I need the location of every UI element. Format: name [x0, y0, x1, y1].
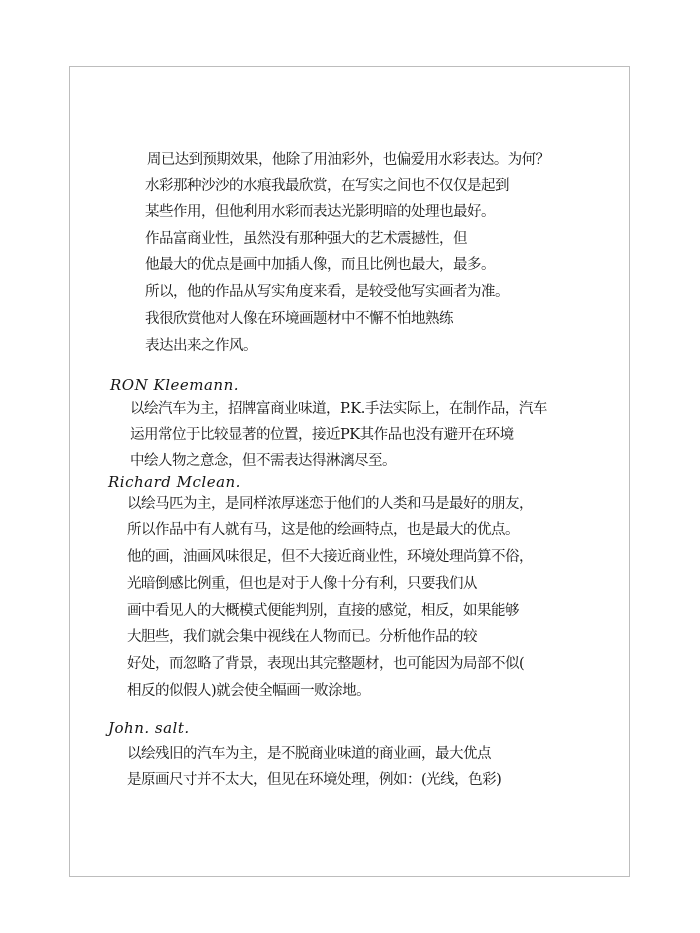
richard-mclean-line-4: 光暗倒感比例重，但也是对于人像十分有利，只要我们从 — [127, 576, 477, 592]
intro-line-1: 周已达到预期效果，他除了用油彩外，也偏爱用水彩表达。为何？ — [147, 152, 550, 168]
john-salt-line-2: 是原画尺寸并不太大，但见在环境处理，例如：(光线，色彩) — [127, 772, 502, 788]
john-salt-line-1: 以绘残旧的汽车为主，是不脱商业味道的商业画，最大优点 — [127, 746, 491, 762]
section-heading-ron-kleemann: RON Kleemann. — [110, 376, 239, 394]
richard-mclean-line-7: 好处，而忽略了背景，表现出其完整题材，也可能因为局部不似( — [127, 656, 525, 672]
intro-line-7: 我很欣赏他对人像在环境画题材中不懈不怕地熟练 — [145, 311, 453, 327]
intro-line-4: 作品富商业性，虽然没有那种强大的艺术震撼性，但 — [145, 231, 467, 247]
intro-line-5: 他最大的优点是画中加插人像，而且比例也最大，最多。 — [145, 257, 495, 273]
richard-mclean-line-6: 大胆些，我们就会集中视线在人物而已。分析他作品的较 — [127, 629, 477, 645]
richard-mclean-line-1: 以绘马匹为主，是同样浓厚迷恋于他们的人类和马是最好的朋友， — [127, 496, 533, 512]
richard-mclean-line-8: 相反的似假人)就会使全幅画一败涂地。 — [127, 683, 371, 699]
ron-kleemann-line-3: 中绘人物之意念，但不需表达得淋漓尽至。 — [130, 453, 396, 469]
section-heading-john-salt: John. salt. — [108, 719, 190, 737]
intro-line-3: 某些作用，但他利用水彩而表达光影明暗的处理也最好。 — [145, 204, 495, 220]
ron-kleemann-line-2: 运用常位于比较显著的位置，接近PK其作品也没有避开在环境 — [130, 427, 514, 443]
intro-line-6: 所以，他的作品从写实角度来看，是较受他写实画者为准。 — [145, 284, 509, 300]
richard-mclean-line-3: 他的画，油画风味很足，但不大接近商业性，环境处理尚算不俗， — [127, 549, 533, 565]
richard-mclean-line-5: 画中看见人的大概模式便能判别，直接的感觉，相反，如果能够 — [127, 603, 519, 619]
richard-mclean-line-2: 所以作品中有人就有马，这是他的绘画特点，也是最大的优点。 — [127, 522, 519, 538]
intro-line-2: 水彩那种沙沙的水痕我最欣赏，在写实之间也不仅仅是起到 — [145, 178, 509, 194]
section-heading-richard-mclean: Richard Mclean. — [108, 473, 241, 491]
ron-kleemann-line-1: 以绘汽车为主，招牌富商业味道，P.K.手法实际上，在制作品，汽车 — [130, 401, 547, 417]
intro-line-8: 表达出来之作风。 — [145, 338, 257, 354]
